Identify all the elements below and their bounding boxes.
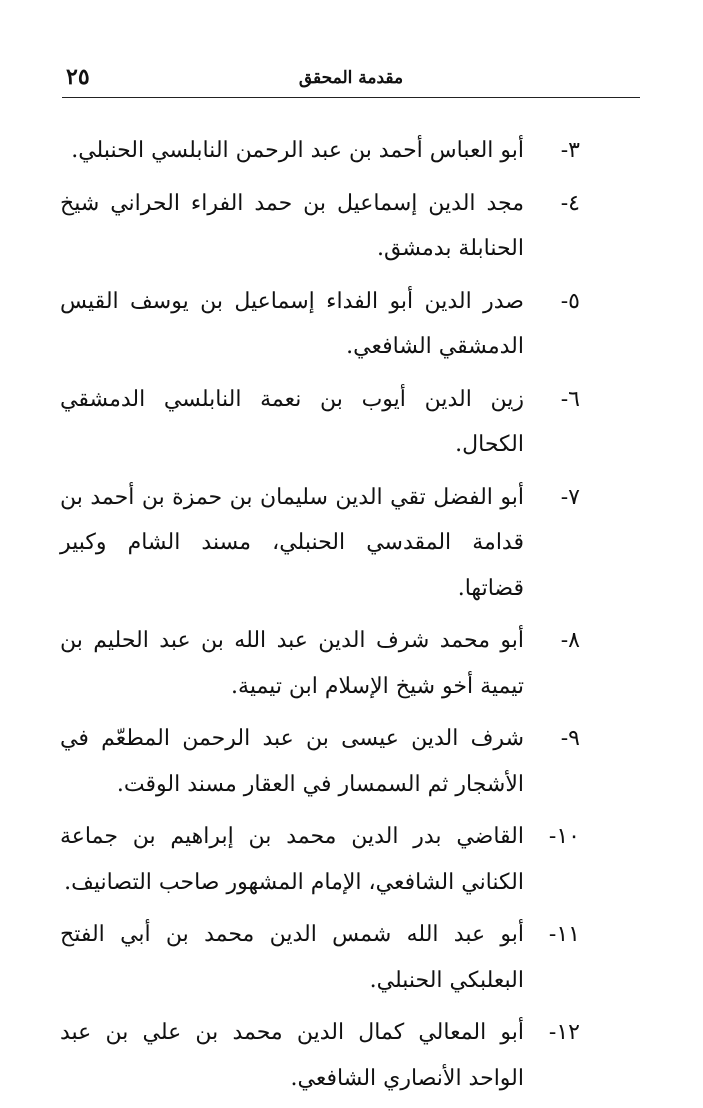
item-number: ١٢- [548,1020,580,1045]
item-text: أبو الفضل تقي الدين سليمان بن حمزة بن أحمد بن قدامة المقدسي الحنبلي، مسند الشام وكبير قضاتها. [60,484,524,601]
list-item [60,912,580,1003]
item-text: أبو المعالي كمال الدين محمد بن علي بن عبد الواحد الأنصاري الشافعي. [60,1020,524,1091]
running-title: مقدمة المحقق [298,68,404,88]
narrators-list [60,128,580,1108]
item-number: ١١- [548,922,580,947]
list-item [60,475,580,612]
list-item [60,618,580,709]
item-number: ٣- [560,138,580,163]
page-number: ٢٥ [66,64,90,90]
list-item [60,1010,580,1101]
item-text: أبو العباس أحمد بن عبد الرحمن النابلسي الحنبلي. [71,138,524,163]
item-number: ١٠- [548,824,580,849]
item-number: ٨- [560,628,580,653]
item-text: أبو محمد شرف الدين عبد الله بن عبد الحليم بن تيمية أخو شيخ الإسلام ابن تيمية. [60,628,524,699]
item-number: ٦- [560,386,580,412]
page-header [62,62,640,98]
list-item [60,279,580,370]
item-number: ٤- [560,190,580,216]
item-text: أبو عبد الله شمس الدين محمد بن أبي الفتح البعلبكي الحنبلي. [60,922,524,993]
list-item [60,181,580,272]
item-text: صدر الدين أبو الفداء إسماعيل بن يوسف القيس الدمشقي الشافعي. [60,288,524,359]
item-number: ٧- [560,484,580,510]
item-number: ٥- [560,288,580,314]
item-text: شرف الدين عيسى بن عبد الرحمن المطعّم في الأشجار ثم السمسار في العقار مسند الوقت. [60,726,524,797]
item-text: مجد الدين إسماعيل بن حمد الفراء الحراني شيخ الحنابلة بدمشق. [60,190,524,261]
item-text: القاضي بدر الدين محمد بن إبراهيم بن جماعة الكناني الشافعي، الإمام المشهور صاحب التصانيف. [60,824,524,895]
header-rule [62,97,640,98]
list-item [60,377,580,468]
item-text: زين الدين أيوب بن نعمة النابلسي الدمشقي الكحال. [60,386,524,457]
list-item [60,128,580,174]
list-item [60,814,580,905]
item-number: ٩- [560,726,580,751]
list-item [60,716,580,807]
